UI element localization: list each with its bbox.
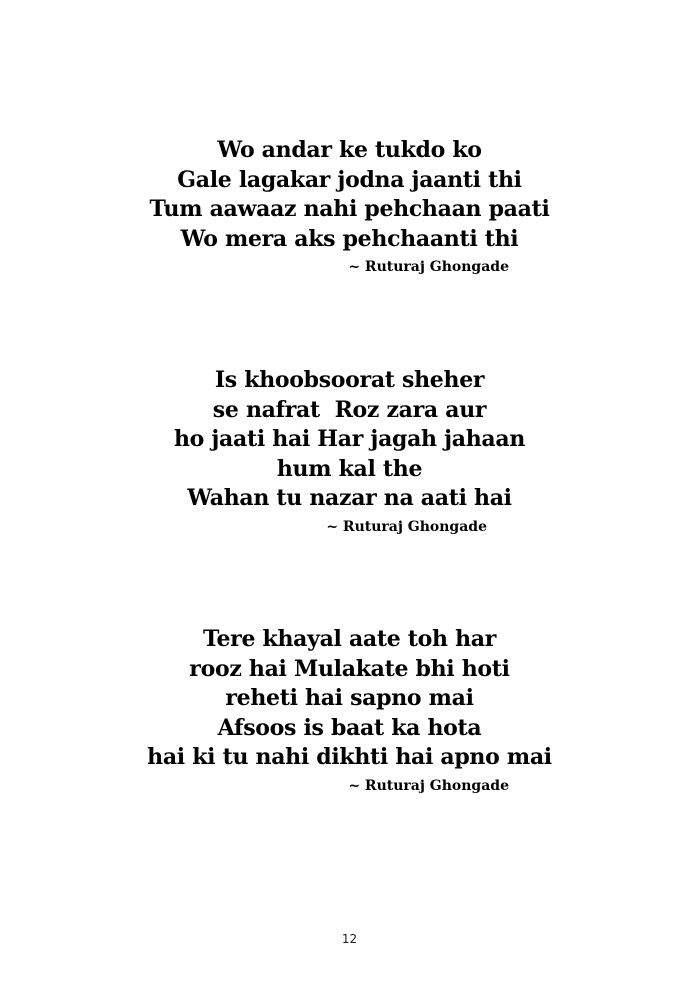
poem-2: [0, 366, 699, 514]
poem-attribution: ~ Ruturaj Ghongade: [348, 778, 509, 794]
poem-line: Gale lagakar jodna jaanti thi: [177, 166, 522, 193]
poem-1: [0, 136, 699, 254]
poem-line: Is khoobsoorat sheher: [214, 367, 485, 393]
poem-line: Tere khayal aate toh har: [202, 626, 497, 652]
poem-line: se nafrat Roz zara aur: [212, 396, 487, 423]
poem-line: Afsoos is baat ka hota: [217, 714, 482, 741]
poem-line: hum kal the: [276, 455, 423, 482]
poem-3: [0, 625, 699, 773]
poem-attribution: ~ Ruturaj Ghongade: [326, 519, 487, 535]
poem-line: Wo andar ke tukdo ko: [217, 137, 482, 163]
poem-line: rooz hai Mulakate bhi hoti: [189, 655, 510, 682]
poem-line: Wo mera aks pehchaanti thi: [180, 225, 519, 252]
poem-line: Wahan tu nazar na aati hai: [187, 485, 512, 511]
poem-line: reheti hai sapno mai: [225, 685, 474, 711]
poem-line: hai ki tu nahi dikhti hai apno mai: [147, 744, 552, 770]
poem-line: ho jaati hai Har jagah jahaan: [173, 426, 526, 452]
poem-attribution: ~ Ruturaj Ghongade: [348, 259, 509, 275]
poem-line: Tum aawaaz nahi pehchaan paati: [149, 196, 550, 222]
page-number: 12: [341, 932, 358, 946]
